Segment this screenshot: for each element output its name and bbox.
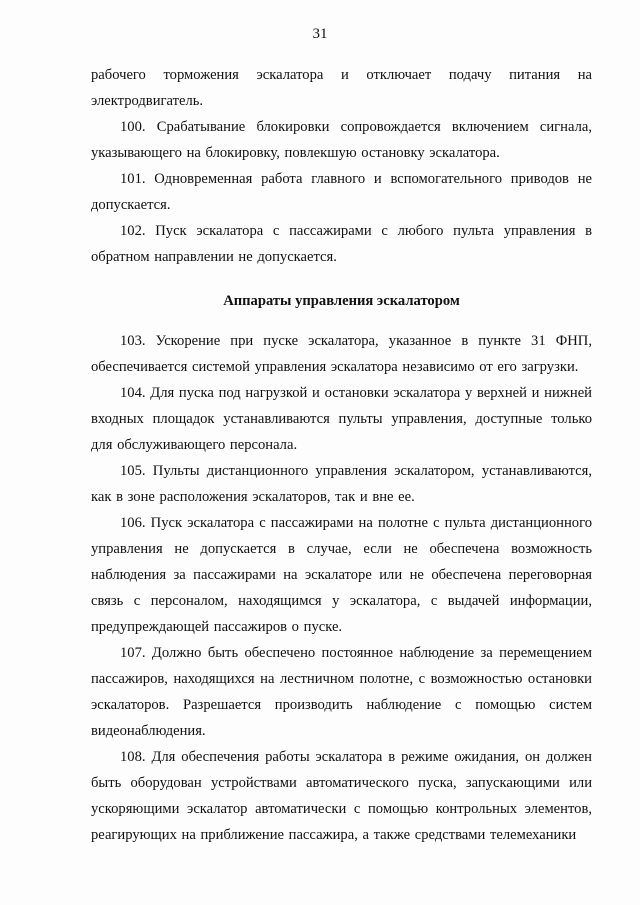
paragraph-100: 100. Срабатывание блокировки сопровождается включением сигнала, указывающего на блокировку, повлекшую остановку эскалатора. xyxy=(91,119,592,161)
section-heading: Аппараты управления эскалатором xyxy=(223,293,460,309)
paragraph-103: 103. Ускорение при пуске эскалатора, указанное в пункте 31 ФНП, обеспечивается системой управления эскалатора независимо от его загрузки. xyxy=(91,333,592,375)
paragraph-101: 101. Одновременная работа главного и вспомогательного приводов не допускается. xyxy=(91,171,592,213)
paragraph-102: 102. Пуск эскалатора с пассажирами с любого пульта управления в обратном направлении не допускается. xyxy=(91,223,592,265)
paragraph-108: 108. Для обеспечения работы эскалатора в режиме ожидания, он должен быть оборудован устройствами автоматического пуска, запускающими или ускоряющими эскалатор автоматически с помощью контрольных элементов, реагирующих на приближение пассажира, а также средствами телемеханики xyxy=(91,749,592,843)
paragraph-continuation: рабочего торможения эскалатора и отключает подачу питания на электродвигатель. xyxy=(91,67,592,109)
paragraph-104: 104. Для пуска под нагрузкой и остановки эскалатора у верхней и нижней входных площадок устанавливаются пульты управления, доступные только для обслуживающего персонала. xyxy=(91,385,592,453)
paragraph-105: 105. Пульты дистанционного управления эскалатором, устанавливаются, как в зоне расположения эскалаторов, так и вне ее. xyxy=(91,463,592,505)
paragraph-106: 106. Пуск эскалатора с пассажирами на полотне с пульта дистанционного управления не допускается в случае, если не обеспечена возможность наблюдения за пассажирами на эскалаторе или не обеспечена переговорная связь с персоналом, находящимся у эскалатора, с выдачей информации, предупреждающей пассажиров о пуске. xyxy=(91,515,592,635)
page-number: 31 xyxy=(312,26,328,42)
paragraph-107: 107. Должно быть обеспечено постоянное наблюдение за перемещением пассажиров, находящихся на лестничном полотне, с возможностью остановки эскалаторов. Разрешается производить наблюдение с помощью систем видеонаблюдения. xyxy=(91,645,592,739)
document-body xyxy=(91,62,592,848)
